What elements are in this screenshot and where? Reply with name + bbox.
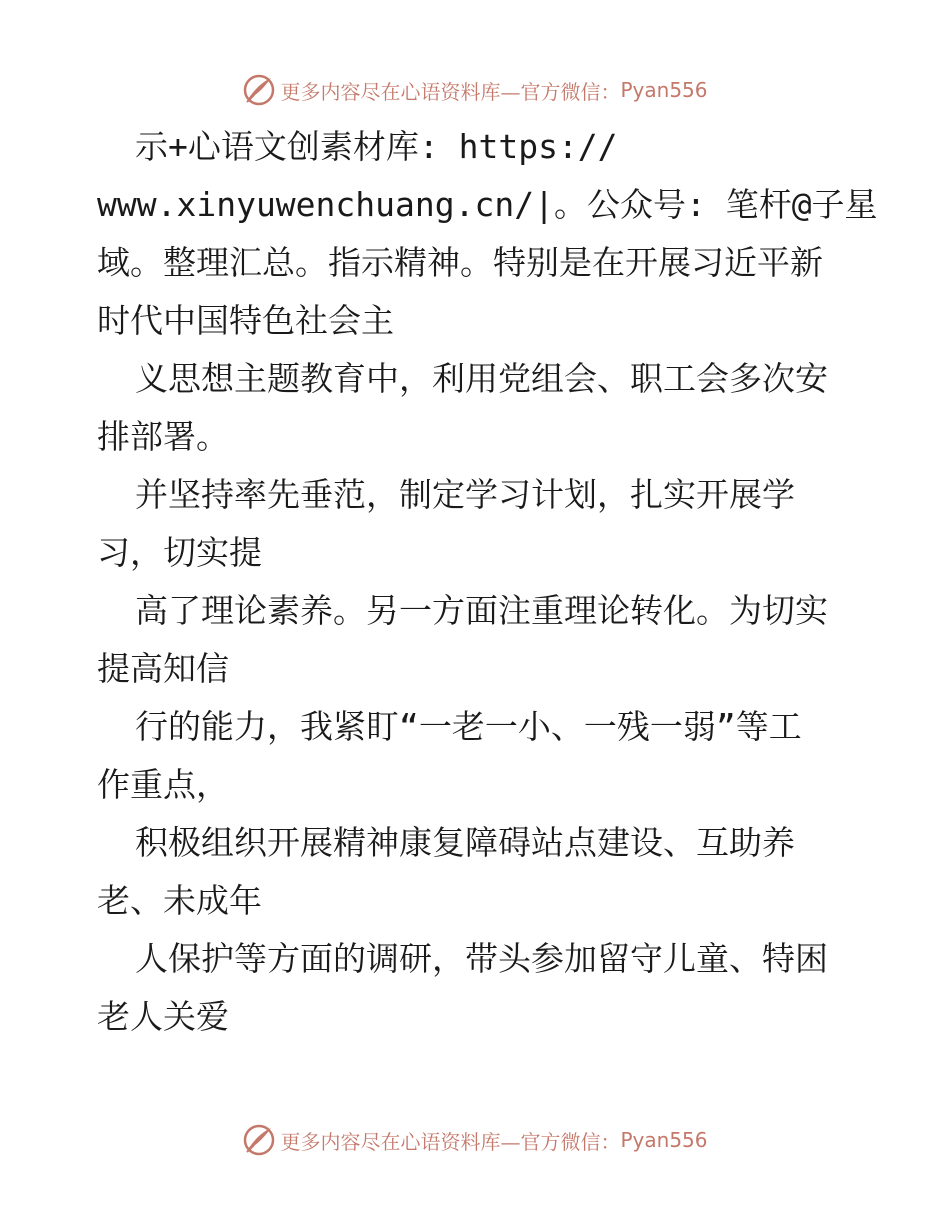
- feather-pen-logo-icon: [242, 1123, 276, 1157]
- feather-pen-logo-icon: [242, 73, 276, 107]
- body-line: 义思想主题教育中，利用党组会、职工会多次安: [135, 359, 828, 398]
- body-line: 老人关爱: [97, 997, 229, 1036]
- document-body: [97, 118, 878, 1046]
- body-line: 高了理论素养。另一方面注重理论转化。为切实: [135, 591, 828, 630]
- body-line: 域。整理汇总。指示精神。特别是在开展习近平新: [97, 243, 823, 282]
- body-line: 时代中国特色社会主: [97, 301, 394, 340]
- body-line: 并坚持率先垂范，制定学习计划，扎实开展学: [135, 475, 795, 514]
- header-banner-id: Pyan556: [620, 78, 708, 102]
- body-line: 行的能力，我紧盯“一老一小、一残一弱”等工: [135, 707, 802, 746]
- body-line: 作重点，: [97, 765, 229, 804]
- body-line: 老、未成年: [97, 881, 262, 920]
- footer-banner-id: Pyan556: [620, 1128, 708, 1152]
- body-line: 习，切实提: [97, 533, 262, 572]
- body-line: 提高知信: [97, 649, 229, 688]
- header-banner-text: 更多内容尽在心语资料库—官方微信：: [280, 79, 621, 104]
- footer-watermark-banner: [0, 1120, 950, 1160]
- header-watermark-banner: [0, 70, 950, 110]
- body-line: 人保护等方面的调研，带头参加留守儿童、特困: [135, 939, 828, 978]
- body-line: www.xinyuwenchuang.cn/|。公众号: 笔杆@子星: [97, 185, 878, 224]
- body-line: 排部署。: [97, 417, 229, 456]
- body-line: 积极组织开展精神康复障碍站点建设、互助养: [135, 823, 795, 862]
- footer-banner-text: 更多内容尽在心语资料库—官方微信：: [280, 1129, 621, 1154]
- body-line: 示+心语文创素材库: https://: [135, 127, 618, 166]
